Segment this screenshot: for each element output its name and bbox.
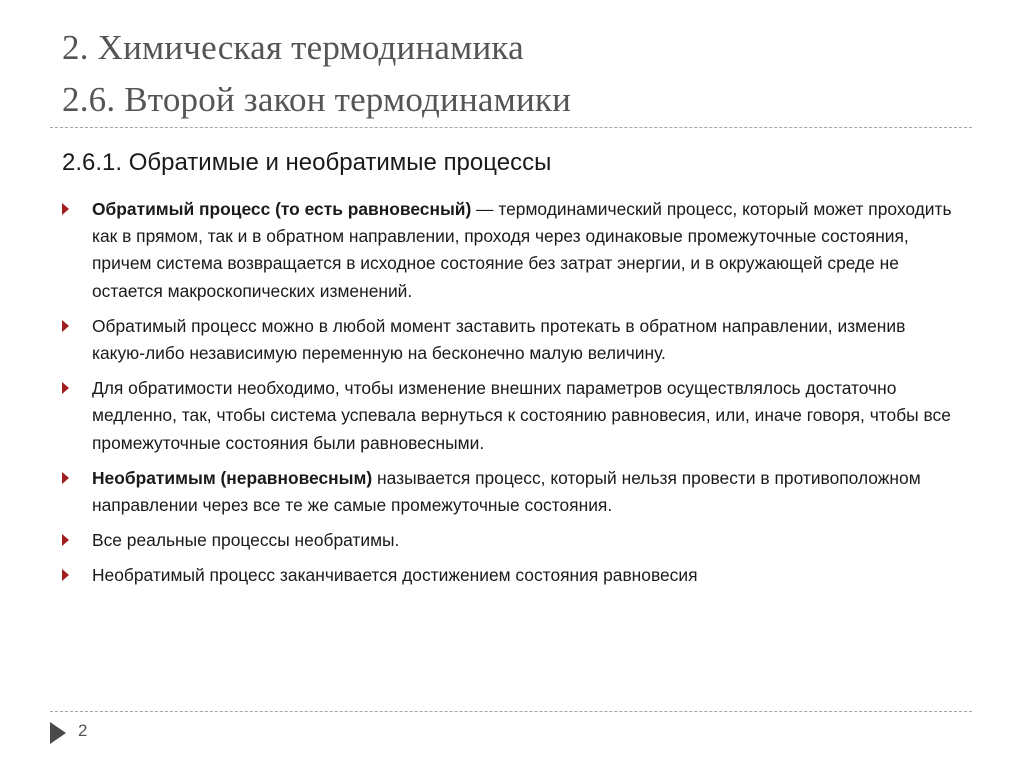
bullet-list xyxy=(62,196,962,598)
triangle-right-icon xyxy=(62,534,69,546)
footer-divider xyxy=(50,711,972,712)
slide-title xyxy=(62,22,982,126)
bullet-text: Все реальные процессы необратимы. xyxy=(92,530,400,551)
title-divider xyxy=(50,127,972,128)
bullet-item xyxy=(62,562,962,589)
bullet-item xyxy=(62,313,962,367)
bullet-item xyxy=(62,196,962,305)
bullet-text: Необратимый процесс заканчивается достижением состояния равновесия xyxy=(92,565,698,586)
bullet-text: Для обратимости необходимо, чтобы изменение внешних параметров осуществлялось достаточно медленно, так, чтобы система успевала вернуться к состоянию равновесия, или, иначе говоря, чтобы все промежуточные состояния были равновесными. xyxy=(92,378,951,453)
bullet-item xyxy=(62,465,962,519)
bullet-text: называется процесс, который нельзя провести в противоположном направлении через все те же самые промежуточные состояния. xyxy=(92,467,921,516)
bullet-text: — термодинамический процесс, который может проходить как в прямом, так и в обратном направлении, проходя через одинаковые промежуточные состояния, причем система возвращается в исходное состояние без затрат энергии, и в окружающей среде не остается макроскопических изменений. xyxy=(92,199,952,301)
bullet-item xyxy=(62,527,962,554)
page-number: 2 xyxy=(78,721,88,740)
triangle-right-icon xyxy=(62,569,69,581)
triangle-right-icon xyxy=(62,320,69,332)
triangle-right-icon xyxy=(62,203,69,215)
triangle-right-icon xyxy=(62,382,69,394)
subsection-heading: 2.6.1. Обратимые и необратимые процессы xyxy=(62,149,552,176)
bullet-item xyxy=(62,375,962,457)
bullet-text: Обратимый процесс можно в любой момент заставить протекать в обратном направлении, изменив какую-либо независимую переменную на бесконечно малую величину. xyxy=(92,315,906,364)
title-line-section: 2.6. Второй закон термодинамики xyxy=(62,80,572,119)
triangle-right-icon xyxy=(62,472,69,484)
title-line-chapter: 2. Химическая термодинамика xyxy=(62,28,524,67)
play-triangle-icon xyxy=(50,722,66,744)
bullet-bold-term: Обратимый процесс (то есть равновесный) xyxy=(92,199,472,219)
bullet-bold-term: Необратимым (неравновесным) xyxy=(92,467,373,488)
